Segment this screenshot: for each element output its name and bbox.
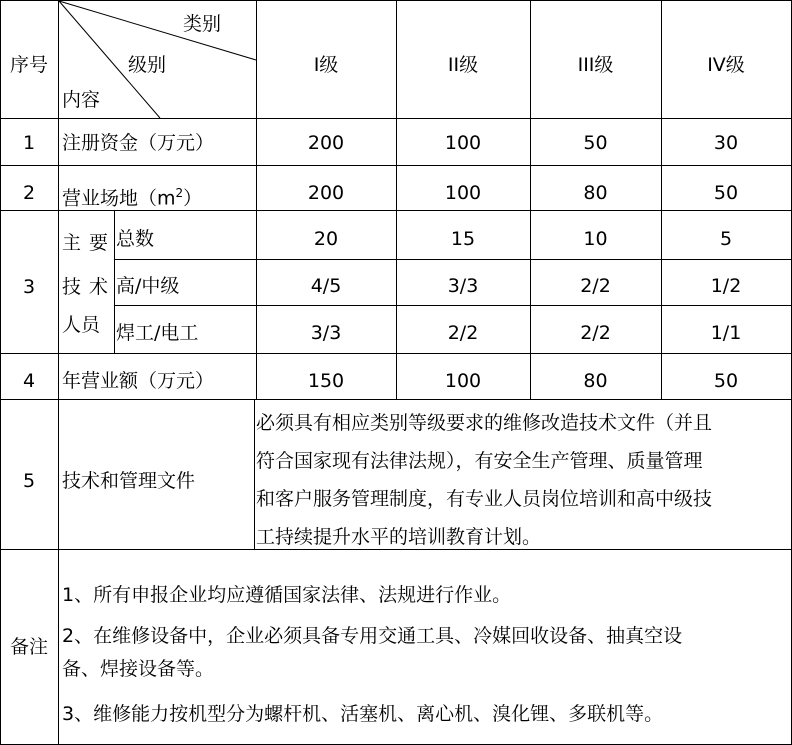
- row3-sub2-lv1: 4/5: [310, 275, 342, 297]
- row5-no: 5: [22, 470, 36, 492]
- row3-sub1-lv3: 10: [583, 228, 608, 250]
- row1-item: 注册资金（万元）: [62, 132, 215, 154]
- row3-sub3-lv4: 1/1: [710, 322, 742, 344]
- row1-lv4: 30: [713, 132, 739, 154]
- row3-group-line3: 人员: [62, 314, 101, 336]
- row1-lv3: 50: [583, 132, 608, 154]
- row5-line2: 符合国家现有法律法规），有安全生产管理、质量管理: [256, 450, 703, 472]
- row2-lv2: 100: [444, 182, 482, 204]
- row4-lv2: 100: [444, 370, 482, 392]
- row2-item-text: 营业场地（m: [62, 187, 176, 210]
- row2-lv3: 80: [583, 182, 608, 204]
- row2-item-close: ）: [183, 187, 203, 210]
- remarks-line1: 1、所有申报企业均应遵循国家法律、法规进行作业。: [62, 584, 512, 606]
- header-diag-level: 级别: [128, 54, 167, 76]
- remarks-line4: 3、维修能力按机型分为螺杆机、活塞机、离心机、溴化锂、多联机等。: [62, 703, 664, 725]
- row4-lv3: 80: [583, 370, 608, 392]
- row3-sub2-label: 高/中级: [116, 275, 180, 297]
- header-diag-category: 类别: [183, 13, 222, 35]
- row3-sub1-lv1: 20: [313, 228, 339, 250]
- row5-line3: 和客户服务管理制度，有专业人员岗位培训和高中级技: [256, 488, 713, 510]
- row5-item: 技术和管理文件: [62, 470, 196, 492]
- row3-group-line2: 技 术: [62, 276, 110, 298]
- row3-no: 3: [22, 276, 36, 298]
- row4-item: 年营业额（万元）: [62, 370, 215, 392]
- row4-lv1: 150: [307, 370, 345, 392]
- row1-lv2: 100: [444, 132, 482, 154]
- header-level-1: I级: [313, 54, 339, 76]
- header-level-3: III级: [577, 54, 614, 76]
- header-xuhao: 序号: [9, 54, 48, 76]
- row1-lv1: 200: [307, 132, 345, 154]
- row5-line1: 必须具有相应类别等级要求的维修改造技术文件（并且: [256, 412, 713, 434]
- row5-line4: 工持续提升水平的培训教育计划。: [256, 526, 542, 548]
- header-level-4: IV级: [707, 54, 745, 76]
- row3-sub1-lv4: 5: [719, 228, 733, 250]
- row3-sub2-lv2: 3/3: [447, 275, 479, 297]
- remarks-line2: 2、在维修设备中，企业必须具备专用交通工具、冷媒回收设备、抽真空设: [62, 625, 683, 647]
- remarks-line3: 备、焊接设备等。: [62, 658, 215, 680]
- row2-no: 2: [22, 182, 36, 204]
- row3-sub3-lv1: 3/3: [310, 322, 342, 344]
- row2-item-sup: 2: [175, 186, 184, 200]
- header-diag-content: 内容: [62, 89, 101, 111]
- row4-no: 4: [22, 370, 36, 392]
- row3-sub1-lv2: 15: [450, 228, 476, 250]
- row3-sub3-label: 焊工/电工: [116, 322, 199, 344]
- row3-group-line1: 主 要: [62, 232, 110, 254]
- row2-lv4: 50: [713, 182, 739, 204]
- remarks-label: 备注: [9, 636, 48, 658]
- row3-sub1-label: 总数: [116, 228, 155, 250]
- row4-lv4: 50: [713, 370, 739, 392]
- row2-lv1: 200: [307, 182, 345, 204]
- row2-item: [62, 182, 202, 209]
- row1-no: 1: [22, 132, 36, 154]
- header-level-2: II级: [447, 54, 479, 76]
- row3-sub2-lv3: 2/2: [580, 275, 611, 297]
- row3-sub3-lv2: 2/2: [447, 322, 479, 344]
- row3-sub3-lv3: 2/2: [580, 322, 611, 344]
- row3-sub2-lv4: 1/2: [710, 275, 742, 297]
